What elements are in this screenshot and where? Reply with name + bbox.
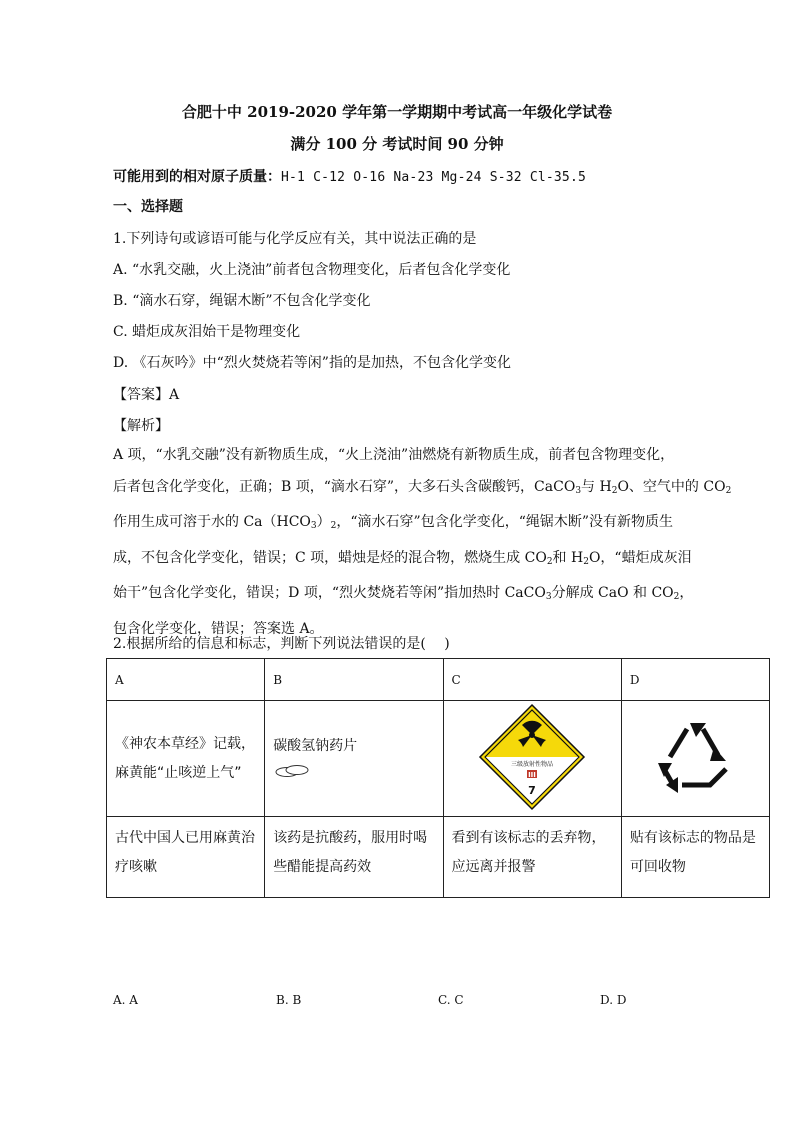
q1-option-b: B. “滴水石穿，绳锯木断”不包含化学变化 — [113, 293, 371, 309]
choice-a[interactable]: A. A — [113, 993, 138, 1007]
cell-d-statement: 贴有该标志的物品是可回收物 — [621, 817, 769, 898]
cell-c-sign — [443, 701, 621, 817]
sign-number: 7 — [528, 783, 537, 797]
recycle-icon — [650, 717, 740, 797]
q2-stem: 2.根据所给的信息和标志，判断下列说法错误的是( ) — [113, 636, 450, 652]
table-header-cell: A — [107, 659, 265, 701]
q1-option-c: C. 蜡炬成灰泪始干是物理变化 — [113, 324, 301, 340]
cell-b-statement: 该药是抗酸药，服用时喝些醋能提高药效 — [265, 817, 443, 898]
sign-label: 三级放射性物品 — [511, 760, 554, 768]
choice-b[interactable]: B. B — [276, 993, 302, 1007]
atomic-mass-label: 可能用到的相对原子质量： — [113, 169, 281, 185]
analysis-line: 成，不包含化学变化，错误；C 项，蜡烛是烃的混合物，燃烧生成 $CO_2$和 $H_2O$，“蜡炬成灰泪 — [113, 549, 692, 567]
q1-analysis — [113, 440, 732, 645]
choice-c[interactable]: C. C — [438, 993, 464, 1007]
q1-option-a: A. “水乳交融，火上浇油”前者包含物理变化，后者包含化学变化 — [113, 262, 511, 278]
section-heading: 一、选择题 — [113, 199, 183, 215]
radioactive-hazard-icon — [477, 702, 587, 812]
q1-stem: 1.下列诗句或谚语可能与化学反应有关，其中说法正确的是 — [113, 231, 477, 247]
analysis-line: 始干”包含化学变化，错误；D 项，“烈火焚烧若等闲”指加热时 CaCO$_3$分解成 CaO 和 $CO_2$， — [113, 585, 694, 602]
table-bottom-row — [107, 817, 770, 898]
analysis-line: A 项，“水乳交融”没有新物质生成，“火上浇油”油燃烧有新物质生成，前者包含物理变化， — [113, 447, 675, 463]
cell-c-statement: 看到有该标志的丢弃物，应远离并报警 — [443, 817, 621, 898]
q1-answer: 【答案】A — [113, 387, 180, 403]
cell-a-statement: 古代中国人已用麻黄治疗咳嗽 — [107, 817, 265, 898]
table-header-row — [107, 659, 770, 701]
analysis-line: 作用生成可溶于水的 $Ca(HCO_3)_2$，“滴水石穿”包含化学变化，“绳锯木断”没有新物质生 — [113, 514, 674, 531]
q2-options-table — [106, 658, 770, 898]
table-header-cell: D — [621, 659, 769, 701]
cell-d-sign — [621, 701, 769, 817]
analysis-line: 包含化学变化，错误；答案选 A。 — [113, 620, 324, 637]
sign-roman: III — [528, 770, 537, 779]
tablet-pills-icon — [273, 761, 313, 781]
cell-b-info: 碳酸氢钠药片 — [265, 701, 443, 817]
exam-title: 合肥十中 2019-2020 学年第一学期期中考试高一年级化学试卷 — [181, 103, 613, 121]
atomic-mass-line — [113, 166, 586, 186]
table-header-cell: C — [443, 659, 621, 701]
q1-option-d: D. 《石灰吟》中“烈火焚烧若等闲”指的是加热，不包含化学变化 — [113, 355, 511, 371]
atomic-mass-values: H-1 C-12 O-16 Na-23 Mg-24 S-32 Cl-35.5 — [281, 170, 587, 185]
choice-d[interactable]: D. D — [600, 993, 627, 1007]
exam-subtitle: 满分 100 分 考试时间 90 分钟 — [290, 135, 504, 153]
cell-a-info: 《神农本草经》记载，麻黄能“止咳逆上气” — [107, 701, 265, 817]
table-middle-row — [107, 701, 770, 817]
q1-analysis-label: 【解析】 — [113, 418, 169, 434]
table-header-cell: B — [265, 659, 443, 701]
analysis-line: 后者包含化学变化，正确；B 项，“滴水石穿”，大多石头含碳酸钙，CaCO$_3$与 $H_2O$、空气中的 $CO_2$ — [113, 478, 732, 496]
